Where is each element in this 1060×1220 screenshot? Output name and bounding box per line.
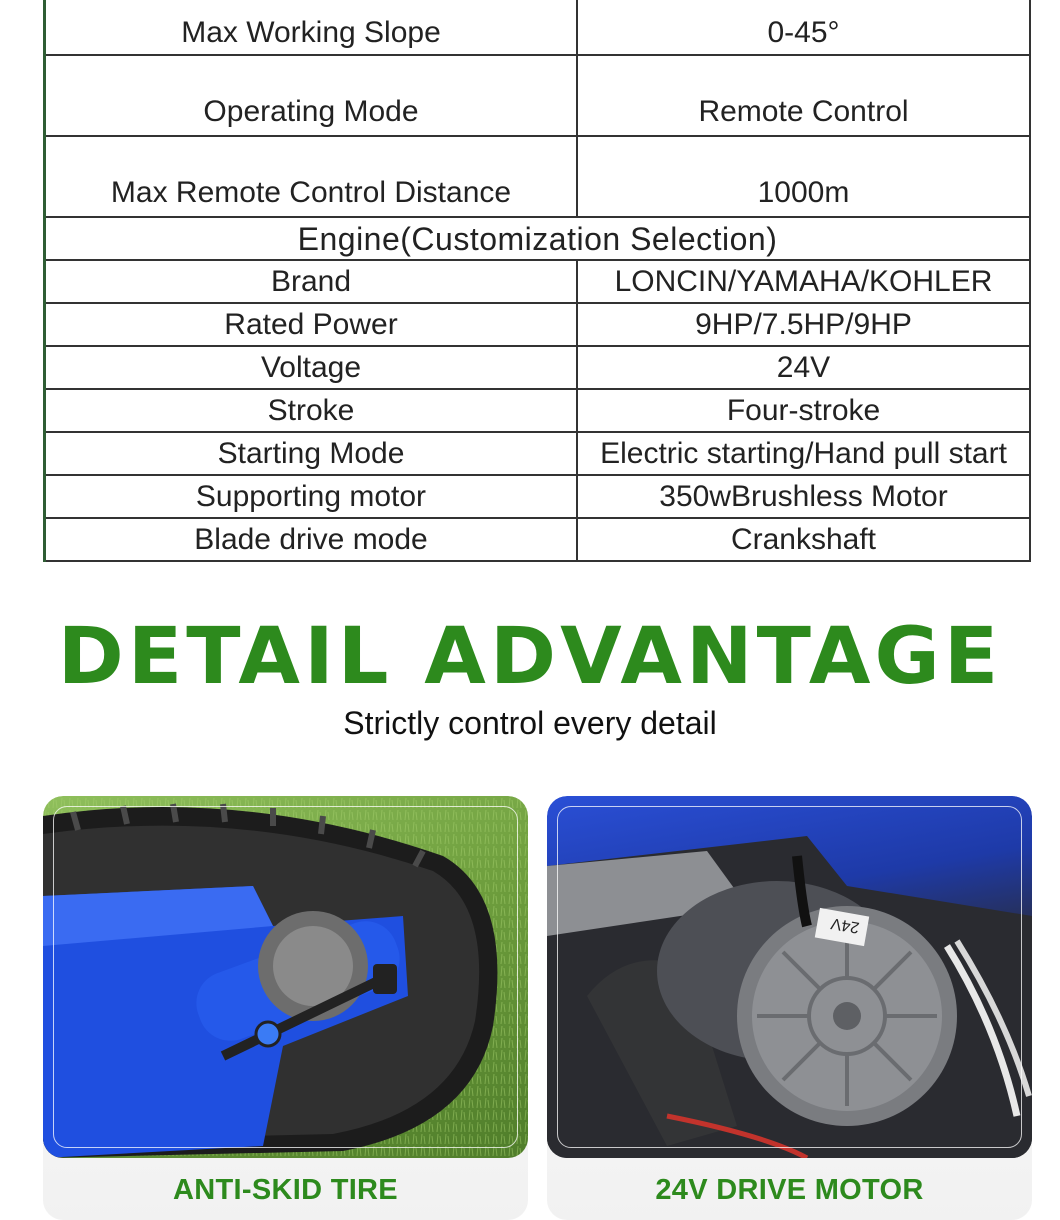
spec-label: Max Working Slope [45, 0, 578, 55]
photo-frame [53, 806, 518, 1148]
spec-value: 0-45° [577, 0, 1030, 55]
spec-row [45, 432, 1031, 475]
spec-label: Brand [45, 260, 578, 303]
spec-row [45, 303, 1031, 346]
feature-caption: ANTI-SKID TIRE [173, 1174, 398, 1206]
spec-label: Voltage [45, 346, 578, 389]
spec-value: 9HP/7.5HP/9HP [577, 303, 1030, 346]
spec-row [45, 475, 1031, 518]
section-title: DETAIL ADVANTAGE [57, 612, 1003, 702]
photo-frame [557, 806, 1022, 1148]
spec-label: Blade drive mode [45, 518, 578, 561]
spec-section-row [45, 217, 1031, 260]
spec-value: Four-stroke [577, 389, 1030, 432]
spec-label: Rated Power [45, 303, 578, 346]
motor-voltage-label: 24V [829, 914, 861, 936]
spec-table [43, 0, 1031, 562]
spec-section-title: Engine(Customization Selection) [45, 217, 1031, 260]
spec-row [45, 0, 1031, 55]
tire-photo [43, 796, 528, 1158]
spec-value: 24V [577, 346, 1030, 389]
motor-photo [547, 796, 1032, 1158]
spec-label: Operating Mode [45, 55, 578, 136]
spec-label: Max Remote Control Distance [45, 136, 578, 217]
spec-row [45, 260, 1031, 303]
spec-row [45, 136, 1031, 217]
spec-value: Electric starting/Hand pull start [577, 432, 1030, 475]
spec-value: LONCIN/YAMAHA/KOHLER [577, 260, 1030, 303]
feature-card-motor [547, 796, 1032, 1220]
spec-row [45, 55, 1031, 136]
section-subtitle: Strictly control every detail [343, 705, 717, 741]
spec-label: Supporting motor [45, 475, 578, 518]
spec-row [45, 389, 1031, 432]
spec-label: Starting Mode [45, 432, 578, 475]
spec-value: Remote Control [577, 55, 1030, 136]
spec-row [45, 518, 1031, 561]
feature-caption: 24V DRIVE MOTOR [655, 1174, 924, 1206]
feature-card-tire [43, 796, 528, 1220]
spec-value: 1000m [577, 136, 1030, 217]
spec-row [45, 346, 1031, 389]
spec-label: Stroke [45, 389, 578, 432]
spec-value: Crankshaft [577, 518, 1030, 561]
spec-value: 350wBrushless Motor [577, 475, 1030, 518]
